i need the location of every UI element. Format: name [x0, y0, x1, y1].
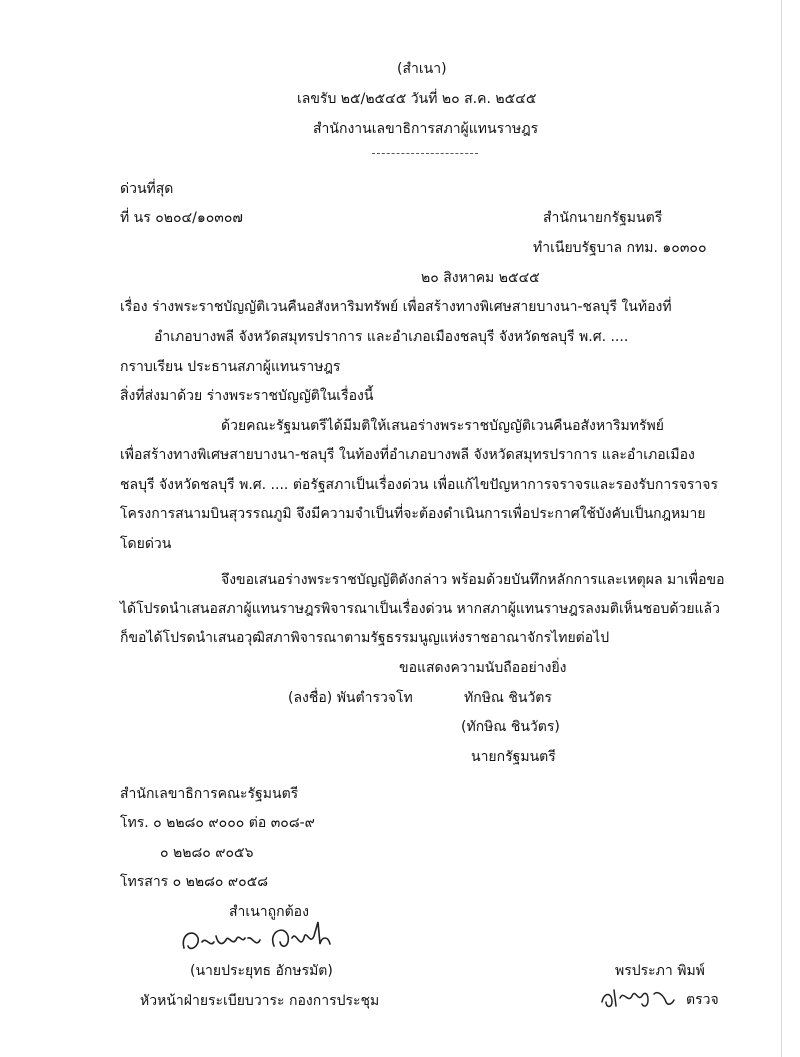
sender-address: ทำเนียบรัฐบาล กทม. ๑๐๓๐๐ — [533, 240, 707, 256]
certifier-signature — [178, 918, 348, 962]
sender-office: สำนักนายกรัฐมนตรี — [543, 210, 663, 226]
signature-label: (ลงชื่อ) พันตำรวจโท — [288, 690, 413, 706]
page-edge-line — [781, 0, 782, 1057]
reference-number: ที่ นร ๐๒๐๔/๑๐๓๐๗ — [120, 210, 243, 226]
enclosure: สิ่งที่ส่งมาด้วย ร่างพระราชบัญญัติในเรื่องนี้ — [120, 388, 374, 404]
body-para1-line: ด้วยคณะรัฐมนตรีได้มีมติให้เสนอร่างพระราชบัญญัติเวนคืนอสังหาริมทรัพย์ — [221, 418, 664, 434]
contact-phone: โทร. ๐ ๒๒๘๐ ๙๐๐๐ ต่อ ๓๐๘-๙ — [120, 815, 315, 831]
certifier-position: หัวหน้าฝ่ายระเบียบวาระ กองการประชุม — [140, 993, 380, 1009]
receipt-number: เลขรับ ๒๕/๒๕๔๕ วันที่ ๒๐ ส.ค. ๒๕๔๕ — [297, 91, 537, 107]
check-label: ตรวจ — [686, 992, 719, 1008]
body-para2-line: ก็ขอได้โปรดนำเสนอวุฒิสภาพิจารณาตามรัฐธรรมนูญแห่งราชอาณาจักรไทยต่อไป — [120, 630, 610, 646]
signer-name: ทักษิณ ชินวัตร — [464, 690, 552, 706]
header-divider — [372, 153, 478, 154]
addressee: กราบเรียน ประธานสภาผู้แทนราษฎร — [120, 359, 341, 375]
typist-label: พรประภา พิมพ์ — [615, 963, 705, 979]
subject-line-2: อำเภอบางพลี จังหวัดสมุทรปราการ และอำเภอเมืองชลบุรี จังหวัดชลบุรี พ.ศ. .... — [154, 329, 629, 345]
body-para1-line: โครงการสนามบินสุวรรณภูมิ จึงมีความจำเป็นที่จะต้องดำเนินการเพื่อประกาศใช้บังคับเป็นกฎหมาย — [120, 506, 706, 522]
body-para2-line: จึงขอเสนอร่างพระราชบัญญัติดังกล่าว พร้อมด้วยบันทึกหลักการและเหตุผล มาเพื่อขอ — [221, 572, 725, 588]
contact-office: สำนักเลขาธิการคณะรัฐมนตรี — [120, 786, 299, 802]
body-para1-line: เพื่อสร้างทางพิเศษสายบางนา-ชลบุรี ในท้องที่อำเภอบางพลี จังหวัดสมุทรปราการ และอำเภอเมือง — [120, 447, 695, 463]
copy-label: (สำเนา) — [397, 61, 447, 77]
contact-phone-2: ๐ ๒๒๘๐ ๙๐๕๖ — [160, 845, 254, 861]
receiving-office: สำนักงานเลขาธิการสภาผู้แทนราษฎร — [313, 121, 539, 137]
body-para1-line: โดยด่วน — [120, 536, 172, 552]
checker-signature — [596, 980, 682, 1014]
contact-fax: โทรสาร ๐ ๒๒๘๐ ๙๐๕๘ — [120, 874, 269, 890]
body-para2-line: ได้โปรดนำเสนอสภาผู้แทนราษฎรพิจารณาเป็นเรื่องด่วน หากสภาผู้แทนราษฎรลงมติเห็นชอบด้วยแล้ว — [120, 601, 720, 617]
urgency-label: ด่วนที่สุด — [120, 181, 174, 197]
document-date: ๒๐ สิงหาคม ๒๕๔๕ — [421, 270, 540, 286]
certification-label: สำเนาถูกต้อง — [229, 904, 309, 920]
subject-line-1: เรื่อง ร่างพระราชบัญญัติเวนคืนอสังหาริมทรัพย์ เพื่อสร้างทางพิเศษสายบางนา-ชลบุรี ในท้องที่ — [120, 299, 672, 315]
body-para1-line: ชลบุรี จังหวัดชลบุรี พ.ศ. .... ต่อรัฐสภาเป็นเรื่องด่วน เพื่อแก้ไขปัญหาการจราจรและรองรับการจราจร — [120, 477, 719, 493]
closing: ขอแสดงความนับถืออย่างยิ่ง — [399, 660, 567, 676]
certifier-name: (นายประยุทธ อักษรมัต) — [190, 963, 333, 979]
signer-name-paren: (ทักษิณ ชินวัตร) — [461, 719, 560, 735]
signer-position: นายกรัฐมนตรี — [471, 749, 556, 765]
